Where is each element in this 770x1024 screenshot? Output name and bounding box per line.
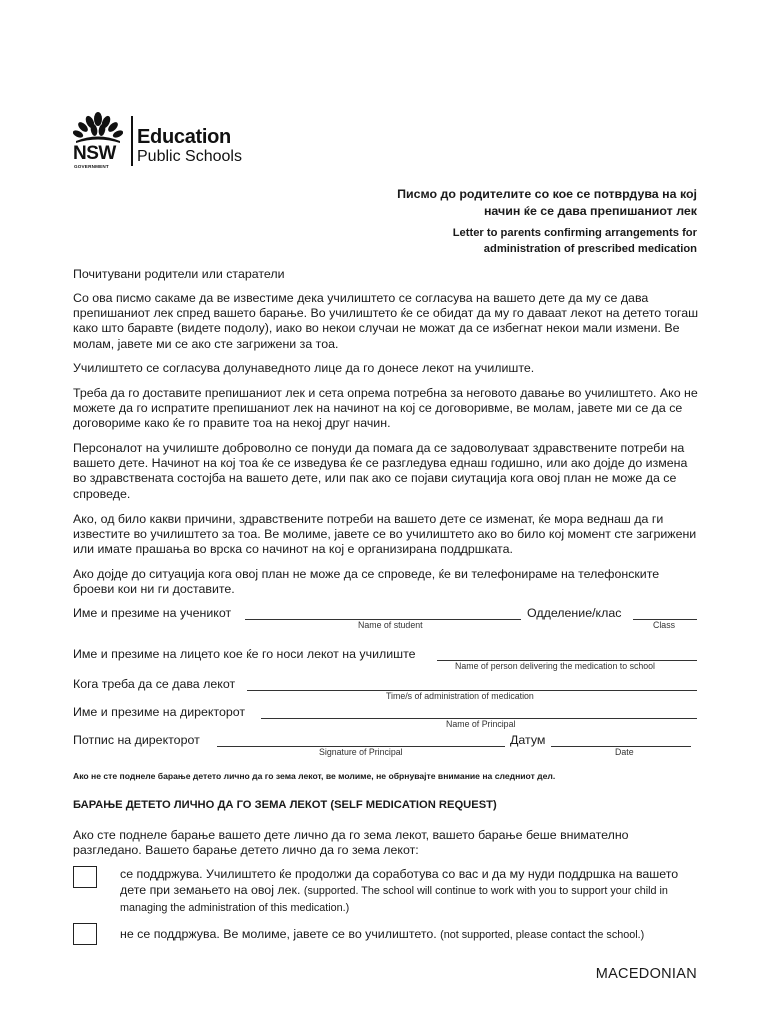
class-caption: Class xyxy=(653,620,675,630)
signature-label: Потпис на директорот xyxy=(73,733,200,747)
paragraph-phone-contact: Ако дојде до ситуација кога овој план не може да се спроведе, ќе ви телефонираме на телефонските броеви кои ни ги доставите. xyxy=(73,567,660,597)
student-class-field xyxy=(73,606,697,636)
nsw-education-logo xyxy=(73,112,263,168)
title-en-line1: Letter to parents confirming arrangements for xyxy=(452,227,697,239)
supported-text-mk: се поддржува. Училиштето ќе продолжи да соработува со вас и да му нуди поддршка на вашето дете при земањето на овој лек. xyxy=(120,867,679,897)
paragraph-delivery-agreement: Училиштето се согласува долунаведното лице да го донесе лекот на училиште. xyxy=(73,361,535,375)
title-english xyxy=(297,226,697,257)
deliverer-field xyxy=(73,647,697,677)
not-supported-text-mk: не се поддржува. Ве молиме, јавете се во училиштето. xyxy=(120,927,437,941)
logo-divider xyxy=(131,116,133,166)
logo-public-schools-text: Public Schools xyxy=(137,148,242,165)
signature-date-field xyxy=(73,733,697,763)
time-field xyxy=(73,677,697,707)
self-med-intro: Ако сте поднеле барање вашето дете лично да го зема лекот, вашето барање беше внимателно разгледано. Вашето барање детето лично да го зема лекот: xyxy=(73,828,629,858)
class-label: Одделение/клас xyxy=(527,606,622,620)
paragraph-changes: Ако, од било какви причини, здравствените потреби на вашето дете се изменат, ќе мора веднаш да ги известите во училиштето за тоа. Ве молиме, јавете се во училиштето ако во било кој момент сте загрижени или имате прашања во врска со начинот на кој е организирана поддршката. xyxy=(73,512,697,557)
logo-government-text: GOVERNMENT xyxy=(74,164,109,169)
date-label: Датум xyxy=(510,733,546,747)
paragraph-staff-support: Персоналот на училиште доброволно се понуди да помага да се задоволуваат здравствените потреби на вашето дете. Начинот на кој тоа ќе се изведува ќе се разгледува еднаш годишно, или ако дојде до измена во здравствената состојба на вашето дете, или пак ако се појави сиутација кога овој план не може да се спроведе. xyxy=(73,441,688,501)
date-caption: Date xyxy=(615,747,634,757)
waratah-icon xyxy=(73,112,123,144)
self-med-note: Ако не сте поднеле барање детето лично да го зема лекот, ве молиме, не обрнувајте внимание на следниот дел. xyxy=(73,771,556,781)
student-name-caption: Name of student xyxy=(358,620,423,630)
paragraph-medication-supply: Треба да го доставите препишаниот лек и сета опрема потребна за неговото давање во училиштето. Ако не можете да го испратите препишаниот лек на начинот на кој се договоривме, ве молам, јавете ми се да се договориме како ќе го правите тоа на некој друг начин. xyxy=(73,386,698,431)
signature-caption: Signature of Principal xyxy=(319,747,403,757)
principal-caption: Name of Principal xyxy=(446,719,516,729)
deliverer-label: Име и презиме на лицето кое ќе го носи лекот на училиште xyxy=(73,647,416,661)
not-supported-text-en: (not supported, please contact the school.) xyxy=(440,929,645,941)
principal-field xyxy=(73,705,697,735)
title-macedonian xyxy=(297,186,697,220)
paragraph-intro: Со ова писмо сакаме да ве известиме дека училиштето се согласува на вашето дете да му се дава препишаниот лек спред вашето барање. Во училиштето ќе се обидат да му го даваат лекот на детето тогаш како што баравте (видете подолу), иако во некои случаи не можат да се избегнат некои мали измени. Ве молам, јавете ми се ако сте загрижени за тоа. xyxy=(73,291,699,351)
greeting: Почитувани родители или старатели xyxy=(73,267,285,281)
not-supported-checkbox[interactable] xyxy=(73,923,97,945)
principal-label: Име и презиме на директорот xyxy=(73,705,246,719)
supported-text-en: (supported. The school will continue to work with you to support your child in managing the administration of this medication.) xyxy=(120,885,668,914)
student-name-label: Име и презиме на ученикот xyxy=(73,606,232,620)
supported-checkbox[interactable] xyxy=(73,866,97,888)
title-mk-line1: Писмо до родителите со кое се потврдува на кој xyxy=(397,187,697,201)
logo-nsw-text: NSW xyxy=(73,143,116,164)
language-footer: MACEDONIAN xyxy=(595,966,697,982)
time-label: Кога треба да се дава лекот xyxy=(73,677,236,691)
logo-education-text: Education xyxy=(137,126,231,148)
not-supported-option-text xyxy=(120,926,700,943)
title-en-line2: administration of prescribed medication xyxy=(483,242,697,255)
supported-option-text xyxy=(120,866,700,916)
title-mk-line2: начин ќе се дава препишаниот лек xyxy=(483,204,697,218)
time-caption: Time/s of administration of medication xyxy=(386,691,534,701)
self-med-heading: БАРАЊЕ ДЕТЕТО ЛИЧНО ДА ГО ЗЕМА ЛЕКОТ (SELF MEDICATION REQUEST) xyxy=(73,799,497,811)
deliverer-caption: Name of person delivering the medication to school xyxy=(455,661,655,671)
